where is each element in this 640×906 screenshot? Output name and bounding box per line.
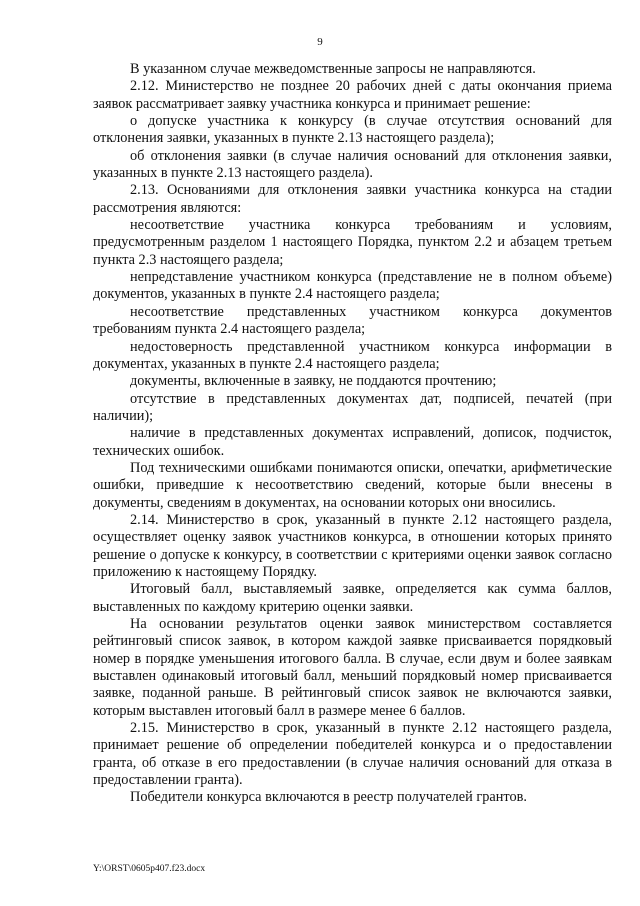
paragraph: об отклонения заявки (в случае наличия оснований для отклонения заявки, указанных в пункте 2.13 настоящего раздела).	[93, 147, 612, 182]
paragraph: 2.14. Министерство в срок, указанный в пункте 2.12 настоящего раздела, осуществляет оценку заявок участников конкурса, в отношении которых принято решение о допуске к конкурсу, в соответствии с критериями оценки заявок согласно приложению к настоящему Порядку.	[93, 511, 612, 580]
paragraph: несоответствие участника конкурса требованиям и условиям, предусмотренным разделом 1 настоящего Порядка, пунктом 2.2 и абзацем третьем пункта 2.3 настоящего раздела;	[93, 217, 612, 268]
paragraph: о допуске участника к конкурсу (в случае отсутствия оснований для отклонения заявки, указанных в пункте 2.13 настоящего раздела);	[93, 113, 612, 147]
paragraph: недостоверность представленной участником конкурса информации в документах, указанных в пункте 2.4 настоящего раздела;	[93, 338, 612, 372]
document-body	[93, 61, 612, 807]
paragraph: На основании результатов оценки заявок министерством составляется рейтинговый список заявок, в котором каждой заявке присваивается порядковый номер в порядке уменьшения итогового балла. В случае, если двум и более заявкам выставлен одинаковый итоговый балл, меньший порядковый номер присваивается заявке, поданной раньше. В рейтинговый список заявок не включаются заявки, которым выставлен итоговый балл в размере менее 6 баллов.	[93, 616, 612, 719]
paragraph: наличие в представленных документах исправлений, дописок, подчисток, технических ошибок.	[93, 425, 612, 459]
paragraph: В указанном случае межведомственные запросы не направляются.	[130, 61, 536, 77]
paragraph: 2.13. Основаниями для отклонения заявки участника конкурса на стадии рассмотрения являются:	[93, 182, 612, 216]
footer-file-path: Y:\ORST\0605p407.f23.docx	[93, 864, 206, 874]
paragraph: отсутствие в представленных документах дат, подписей, печатей (при наличии);	[93, 390, 612, 424]
paragraph: Под техническими ошибками понимаются описки, опечатки, арифметические ошибки, приведшие к несоответствию сведений, которые были внесены в документы, сведениям в документах, на основании которых они вносились.	[93, 459, 612, 511]
paragraph: непредставление участником конкурса (представление не в полном объеме) документов, указанных в пункте 2.4 настоящего раздела;	[93, 269, 612, 303]
page-number: 9	[317, 36, 323, 48]
paragraph: документы, включенные в заявку, не поддаются прочтению;	[130, 373, 497, 390]
paragraph: 2.15. Министерство в срок, указанный в пункте 2.12 настоящего раздела, принимает решение об определении победителей конкурса и о предоставлении гранта, об отказе в его предоставлении (в случае наличия оснований для отказа в предоставлении гранта).	[93, 720, 612, 789]
paragraph: Итоговый балл, выставляемый заявке, определяется как сумма баллов, выставленных по каждому критерию оценки заявки.	[93, 581, 612, 615]
paragraph: 2.12. Министерство не позднее 20 рабочих дней с даты окончания приема заявок рассматривает заявку участника конкурса и принимает решение:	[93, 78, 612, 112]
paragraph: несоответствие представленных участником конкурса документов требованиям пункта 2.4 настоящего раздела;	[93, 303, 612, 338]
paragraph: Победители конкурса включаются в реестр получателей грантов.	[130, 789, 527, 806]
